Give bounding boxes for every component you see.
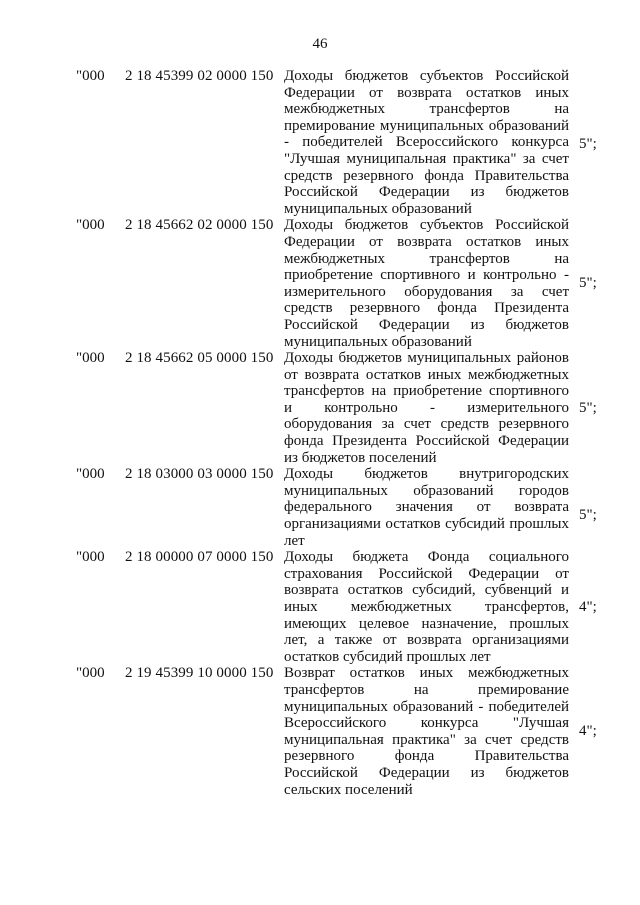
row-prefix: "000: [76, 68, 105, 84]
income-description: Возврат остатков иных межбюджетных трансфертов на премирование муниципальных образований - победителей Всероссийского конкурса "Лучшая муниципальная практика" за счет средств резервного фонда Правительства Российской Федерации из бюджетов сельских поселений: [284, 665, 569, 798]
income-description: Доходы бюджетов субъектов Российской Федерации от возврата остатков иных межбюджетных трансфертов на премирование муниципальных образований - победителей Всероссийского конкурса "Лучшая муниципальная практика" за счет средств резервного фонда Правительства Российской Федерации из бюджетов муниципальных образований: [284, 68, 569, 217]
budget-code: 2 18 45662 02 0000 150: [125, 217, 274, 234]
table-row: [0, 549, 640, 665]
row-value: 5";: [579, 507, 597, 524]
row-value: 5";: [579, 275, 597, 292]
row-value: 4";: [579, 599, 597, 616]
table-row: [0, 350, 640, 466]
row-prefix: "000: [76, 665, 105, 682]
income-description: Доходы бюджетов субъектов Российской Федерации от возврата остатков иных межбюджетных трансфертов на приобретение спортивного и контрольно - измерительного оборудования за счет средств резервного фонда Президента Российской Федерации из бюджетов муниципальных образований: [284, 217, 569, 350]
table-row: [0, 68, 640, 217]
table-row: [0, 665, 640, 798]
row-prefix: "000: [76, 350, 105, 367]
budget-code: 2 18 45399 02 0000 150: [125, 68, 274, 84]
row-prefix: "000: [76, 549, 105, 566]
row-value: 5";: [579, 400, 597, 417]
income-description: Доходы бюджетов внутригородских муниципальных образований городов федерального значения от возврата организациями остатков субсидий прошлых лет: [284, 466, 569, 549]
table-row: [0, 466, 640, 549]
row-value: 4";: [579, 723, 597, 740]
amendment-table: [0, 68, 640, 798]
row-prefix: "000: [76, 466, 105, 483]
budget-code: 2 18 00000 07 0000 150: [125, 549, 274, 566]
row-prefix: "000: [76, 217, 105, 234]
budget-code: 2 19 45399 10 0000 150: [125, 665, 274, 682]
row-value: 5";: [579, 136, 597, 152]
budget-code: 2 18 03000 03 0000 150: [125, 466, 274, 483]
income-description: Доходы бюджета Фонда социального страхования Российской Федерации от возврата остатков субсидий, субвенций и иных межбюджетных трансфертов, имеющих целевое назначение, прошлых лет, а также от возврата организациями остатков субсидий прошлых лет: [284, 549, 569, 665]
page-number: 46: [312, 36, 328, 52]
table-row: [0, 217, 640, 350]
budget-code: 2 18 45662 05 0000 150: [125, 350, 274, 367]
income-description: Доходы бюджетов муниципальных районов от возврата остатков иных межбюджетных трансфертов на приобретение спортивного и контрольно - измерительного оборудования за счет средств резервного фонда Президента Российской Федерации из бюджетов поселений: [284, 350, 569, 466]
